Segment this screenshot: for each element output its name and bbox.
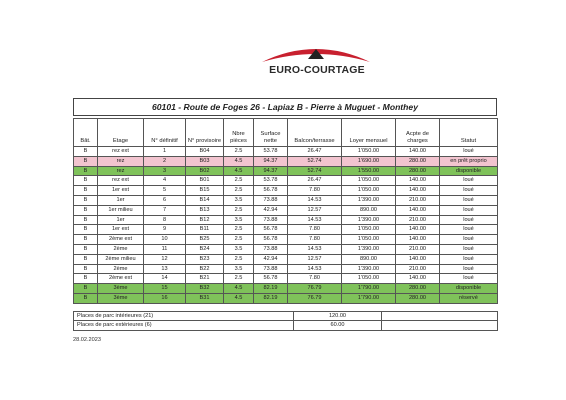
cell-loyer: 1'050.00 — [342, 274, 396, 284]
document-date: 28.02.2023 — [73, 337, 101, 343]
cell-statut: disponible — [440, 284, 498, 294]
cell-bat: B — [74, 176, 98, 186]
cell-pieces: 3.5 — [224, 215, 254, 225]
table-row — [74, 284, 498, 294]
cell-bat: B — [74, 225, 98, 235]
logo-swoosh-icon — [256, 42, 376, 66]
header-balcon-terrasse: Balcon/terrasse — [288, 119, 342, 147]
cell-pieces: 2.5 — [224, 186, 254, 196]
cell-balcon: 76.79 — [288, 293, 342, 303]
cell-charges: 140.00 — [396, 147, 440, 157]
page-title: 60101 - Route de Foges 26 - Lapiaz B - Pierre à Muguet - Monthey — [73, 98, 497, 116]
cell-statut: loué — [440, 244, 498, 254]
cell-no-definitif: 14 — [144, 274, 186, 284]
cell-bat: B — [74, 195, 98, 205]
cell-pieces: 2.5 — [224, 235, 254, 245]
cell-balcon: 7.80 — [288, 235, 342, 245]
cell-loyer: 1'390.00 — [342, 195, 396, 205]
cell-charges: 140.00 — [396, 205, 440, 215]
cell-loyer: 890.00 — [342, 254, 396, 264]
cell-pieces: 3.5 — [224, 264, 254, 274]
cell-no-definitif: 2 — [144, 156, 186, 166]
table-row — [74, 264, 498, 274]
cell-etage: 2ème — [98, 264, 144, 274]
cell-surface: 82.19 — [254, 284, 288, 294]
cell-statut: loué — [440, 225, 498, 235]
cell-no-provisoire: B22 — [186, 264, 224, 274]
cell-etage: 2ème — [98, 244, 144, 254]
cell-loyer: 1'390.00 — [342, 215, 396, 225]
cell-no-definitif: 9 — [144, 225, 186, 235]
cell-loyer: 1'050.00 — [342, 176, 396, 186]
cell-surface: 42.94 — [254, 205, 288, 215]
cell-loyer: 1'790.00 — [342, 284, 396, 294]
cell-surface: 56.78 — [254, 274, 288, 284]
cell-etage: 1er — [98, 215, 144, 225]
cell-surface: 73.88 — [254, 215, 288, 225]
cell-no-provisoire: B13 — [186, 205, 224, 215]
cell-statut: loué — [440, 215, 498, 225]
cell-loyer: 1'050.00 — [342, 186, 396, 196]
cell-pieces: 2.5 — [224, 176, 254, 186]
cell-pieces: 4.5 — [224, 284, 254, 294]
cell-pieces: 4.5 — [224, 166, 254, 176]
cell-bat: B — [74, 235, 98, 245]
cell-no-provisoire: B15 — [186, 186, 224, 196]
cell-no-definitif: 13 — [144, 264, 186, 274]
cell-no-definitif: 1 — [144, 147, 186, 157]
cell-pieces: 4.5 — [224, 293, 254, 303]
euro-courtage-logo — [256, 42, 376, 82]
cell-charges: 280.00 — [396, 156, 440, 166]
cell-bat: B — [74, 264, 98, 274]
table-row — [74, 186, 498, 196]
cell-no-provisoire: B14 — [186, 195, 224, 205]
cell-etage: 3ème — [98, 284, 144, 294]
cell-balcon: 14.53 — [288, 264, 342, 274]
cell-pieces: 2.5 — [224, 274, 254, 284]
cell-no-provisoire: B12 — [186, 215, 224, 225]
cell-charges: 280.00 — [396, 293, 440, 303]
cell-surface: 73.88 — [254, 195, 288, 205]
cell-balcon: 26.47 — [288, 147, 342, 157]
cell-statut: réservé — [440, 293, 498, 303]
cell-no-provisoire: B24 — [186, 244, 224, 254]
parking-row — [74, 321, 498, 330]
cell-statut: loué — [440, 147, 498, 157]
apartments-table — [73, 118, 498, 304]
rental-sheet — [73, 98, 497, 304]
cell-etage: rez ext — [98, 147, 144, 157]
cell-loyer: 1'790.00 — [342, 293, 396, 303]
cell-charges: 140.00 — [396, 254, 440, 264]
cell-bat: B — [74, 274, 98, 284]
cell-etage: 1er ext — [98, 225, 144, 235]
cell-no-definitif: 5 — [144, 186, 186, 196]
parking-value: 120.00 — [294, 312, 382, 321]
cell-charges: 140.00 — [396, 176, 440, 186]
cell-no-definitif: 8 — [144, 215, 186, 225]
header-nbre-pieces: Nbre pièces — [224, 119, 254, 147]
cell-charges: 210.00 — [396, 195, 440, 205]
table-row — [74, 215, 498, 225]
cell-charges: 210.00 — [396, 264, 440, 274]
cell-no-provisoire: B02 — [186, 166, 224, 176]
cell-balcon: 26.47 — [288, 176, 342, 186]
cell-surface: 42.94 — [254, 254, 288, 264]
table-row — [74, 293, 498, 303]
header-surface-nette: Surface nette — [254, 119, 288, 147]
header-bat: Bât. — [74, 119, 98, 147]
cell-charges: 140.00 — [396, 225, 440, 235]
cell-loyer: 1'550.00 — [342, 166, 396, 176]
table-header-row — [74, 119, 498, 147]
cell-no-definitif: 6 — [144, 195, 186, 205]
cell-surface: 94.37 — [254, 156, 288, 166]
cell-statut: en prêt proprio — [440, 156, 498, 166]
parking-label: Places de parc extérieures (6) — [74, 321, 294, 330]
cell-surface: 56.78 — [254, 235, 288, 245]
cell-bat: B — [74, 156, 98, 166]
header-acpte-charges: Acpte de charges — [396, 119, 440, 147]
cell-loyer: 890.00 — [342, 205, 396, 215]
cell-bat: B — [74, 254, 98, 264]
cell-pieces: 2.5 — [224, 205, 254, 215]
cell-balcon: 7.80 — [288, 186, 342, 196]
cell-etage: 2ème milieu — [98, 254, 144, 264]
cell-etage: 2ème ext — [98, 235, 144, 245]
table-row — [74, 225, 498, 235]
table-row — [74, 156, 498, 166]
cell-no-definitif: 15 — [144, 284, 186, 294]
cell-no-provisoire: B21 — [186, 274, 224, 284]
cell-loyer: 1'690.00 — [342, 156, 396, 166]
cell-statut: loué — [440, 176, 498, 186]
cell-no-provisoire: B23 — [186, 254, 224, 264]
cell-pieces: 3.5 — [224, 244, 254, 254]
cell-loyer: 1'050.00 — [342, 235, 396, 245]
cell-pieces: 2.5 — [224, 225, 254, 235]
cell-no-definitif: 4 — [144, 176, 186, 186]
cell-loyer: 1'050.00 — [342, 225, 396, 235]
table-row — [74, 254, 498, 264]
cell-no-provisoire: B32 — [186, 284, 224, 294]
cell-charges: 280.00 — [396, 166, 440, 176]
table-row — [74, 274, 498, 284]
cell-surface: 94.37 — [254, 166, 288, 176]
logo-text: EURO-COURTAGE — [269, 64, 365, 76]
table-row — [74, 235, 498, 245]
cell-statut: loué — [440, 235, 498, 245]
cell-bat: B — [74, 293, 98, 303]
cell-bat: B — [74, 205, 98, 215]
cell-no-provisoire: B03 — [186, 156, 224, 166]
cell-no-definitif: 12 — [144, 254, 186, 264]
cell-charges: 210.00 — [396, 244, 440, 254]
header-statut: Statut — [440, 119, 498, 147]
cell-bat: B — [74, 147, 98, 157]
cell-no-definitif: 7 — [144, 205, 186, 215]
table-body — [74, 147, 498, 304]
cell-charges: 140.00 — [396, 235, 440, 245]
cell-balcon: 52.74 — [288, 166, 342, 176]
cell-pieces: 2.5 — [224, 147, 254, 157]
cell-balcon: 14.53 — [288, 215, 342, 225]
cell-no-definitif: 3 — [144, 166, 186, 176]
cell-charges: 210.00 — [396, 215, 440, 225]
parking-label: Places de parc intérieures (21) — [74, 312, 294, 321]
cell-no-definitif: 10 — [144, 235, 186, 245]
parking-row — [74, 312, 498, 321]
cell-etage: 1er — [98, 195, 144, 205]
cell-pieces: 2.5 — [224, 254, 254, 264]
table-row — [74, 176, 498, 186]
cell-etage: rez — [98, 166, 144, 176]
table-row — [74, 205, 498, 215]
cell-no-provisoire: B01 — [186, 176, 224, 186]
cell-charges: 140.00 — [396, 186, 440, 196]
cell-no-provisoire: B25 — [186, 235, 224, 245]
cell-bat: B — [74, 186, 98, 196]
cell-etage: 1er ext — [98, 186, 144, 196]
cell-balcon: 14.53 — [288, 244, 342, 254]
cell-surface: 56.78 — [254, 225, 288, 235]
cell-surface: 56.78 — [254, 186, 288, 196]
cell-surface: 53.78 — [254, 176, 288, 186]
header-etage: Etage — [98, 119, 144, 147]
cell-etage: rez ext — [98, 176, 144, 186]
cell-bat: B — [74, 166, 98, 176]
cell-statut: loué — [440, 274, 498, 284]
cell-surface: 73.88 — [254, 264, 288, 274]
cell-balcon: 12.57 — [288, 205, 342, 215]
cell-surface: 53.78 — [254, 147, 288, 157]
cell-pieces: 3.5 — [224, 195, 254, 205]
cell-statut: loué — [440, 205, 498, 215]
cell-balcon: 76.79 — [288, 284, 342, 294]
cell-charges: 140.00 — [396, 274, 440, 284]
cell-no-definitif: 16 — [144, 293, 186, 303]
cell-etage: rez — [98, 156, 144, 166]
cell-statut: loué — [440, 186, 498, 196]
cell-no-definitif: 11 — [144, 244, 186, 254]
parking-empty-cell — [382, 321, 498, 330]
header-no-definitif: N° définitif — [144, 119, 186, 147]
cell-statut: disponible — [440, 166, 498, 176]
cell-statut: loué — [440, 264, 498, 274]
cell-etage: 1er milieu — [98, 205, 144, 215]
cell-bat: B — [74, 244, 98, 254]
cell-pieces: 4.5 — [224, 156, 254, 166]
cell-loyer: 1'390.00 — [342, 264, 396, 274]
cell-bat: B — [74, 215, 98, 225]
cell-balcon: 12.57 — [288, 254, 342, 264]
cell-surface: 73.88 — [254, 244, 288, 254]
header-no-provisoire: N° provisoire — [186, 119, 224, 147]
cell-loyer: 1'050.00 — [342, 147, 396, 157]
cell-balcon: 7.80 — [288, 225, 342, 235]
cell-surface: 82.19 — [254, 293, 288, 303]
cell-balcon: 7.80 — [288, 274, 342, 284]
cell-balcon: 14.53 — [288, 195, 342, 205]
table-row — [74, 147, 498, 157]
cell-statut: loué — [440, 195, 498, 205]
cell-no-provisoire: B04 — [186, 147, 224, 157]
table-row — [74, 244, 498, 254]
parking-value: 60.00 — [294, 321, 382, 330]
cell-bat: B — [74, 284, 98, 294]
cell-charges: 280.00 — [396, 284, 440, 294]
parking-table — [73, 311, 498, 331]
table-row — [74, 195, 498, 205]
cell-etage: 3ème — [98, 293, 144, 303]
cell-statut: loué — [440, 254, 498, 264]
parking-empty-cell — [382, 312, 498, 321]
header-loyer-mensuel: Loyer mensuel — [342, 119, 396, 147]
cell-etage: 2ème ext — [98, 274, 144, 284]
table-row — [74, 166, 498, 176]
cell-balcon: 52.74 — [288, 156, 342, 166]
cell-no-provisoire: B31 — [186, 293, 224, 303]
cell-loyer: 1'390.00 — [342, 244, 396, 254]
cell-no-provisoire: B11 — [186, 225, 224, 235]
